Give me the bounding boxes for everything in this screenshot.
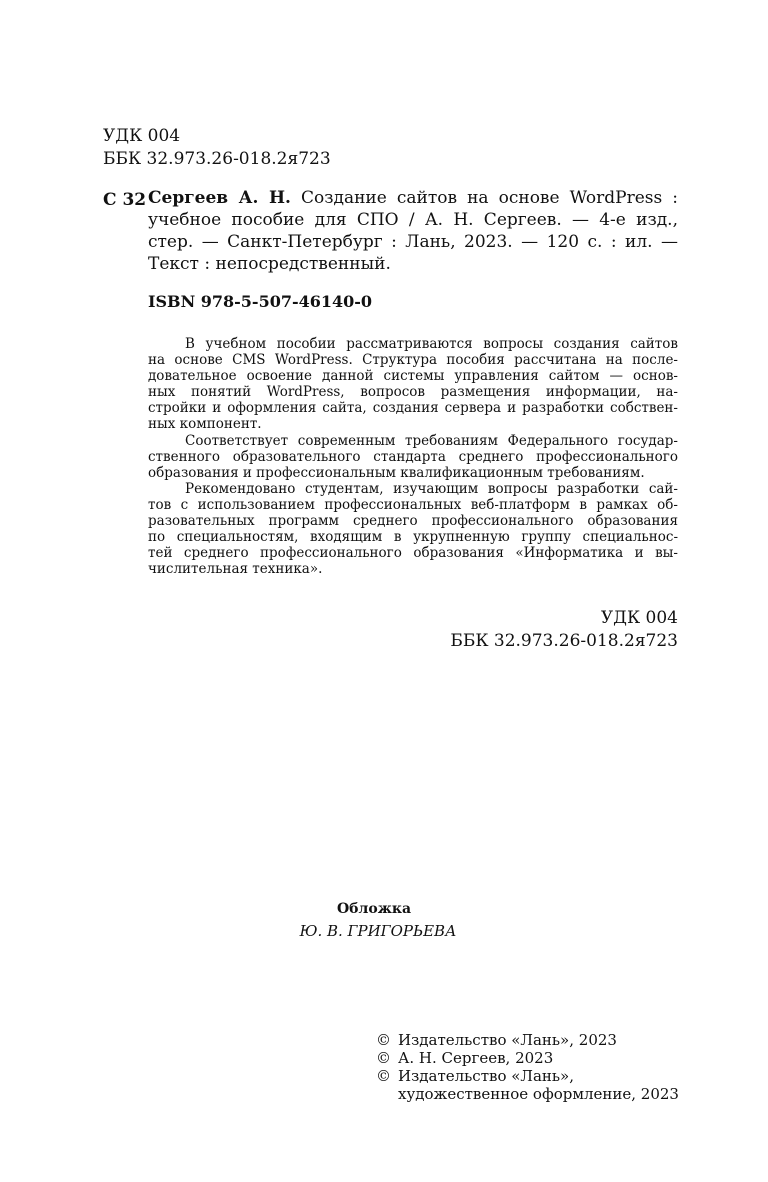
abstract [148,338,678,579]
abstract-line: довательное освоение данной системы управления сайтом — основ- [148,368,678,385]
copyright-text: художественное оформление, 2023 [398,1085,679,1103]
cover-artist: Ю. В. ГРИГОРЬЕВА [299,922,457,940]
biblio-line-3: стер. — Санкт-Петербург : Лань, 2023. — 120 с. : ил. — [148,232,678,252]
biblio-author: Сергеев А. Н. [148,188,291,208]
biblio-line-2: учебное пособие для СПО / А. Н. Сергеев. — 4-е изд., [148,210,678,230]
cover-credit [0,901,768,940]
copyright-row [376,1051,679,1066]
abstract-line: по специальностям, входящим в укрупненную группу специальнос- [148,529,678,546]
biblio-line-1 [148,190,678,207]
bibliographic-record [148,190,678,278]
copyright-icon: © [376,1049,391,1067]
abstract-line: В учебном пособии рассматриваются вопросы создания сайтов [185,336,678,352]
abstract-line: Рекомендовано студентам, изучающим вопросы разработки сай- [185,480,678,497]
copyright-row [376,1033,679,1048]
abstract-line: разовательных программ среднего профессионального образования [148,513,678,530]
isbn: ISBN 978-5-507-46140-0 [148,292,373,311]
abstract-line: стройки и оформления сайта, создания сервера и разработки собствен- [148,400,678,417]
abstract-line: ных компонент. [148,416,262,433]
abstract-line: ных понятий WordPress, вопросов размещения информации, на- [148,384,678,401]
udk-bbk-header [103,128,331,174]
cover-label: Обложка [336,901,412,917]
author-mark: С 32 [103,190,147,210]
udk-bbk-footer [450,610,678,656]
abstract-line: образования и профессиональным квалификационным требованиям. [148,464,645,481]
copyright-row [376,1087,679,1102]
bbk-code-bottom: ББК 32.973.26-018.2я723 [450,631,678,651]
abstract-line: тов с использованием профессиональных веб-платформ в рамках об- [148,496,678,513]
abstract-line: числительная техника». [148,561,323,578]
copyright-row [376,1069,679,1084]
abstract-line: ственного образовательного стандарта среднего профессионального [148,448,678,465]
copyright-text: Издательство «Лань», 2023 [398,1031,617,1049]
abstract-line: тей среднего профессионального образования «Информатика и вы- [148,545,678,562]
udk-code: УДК 004 [103,126,181,146]
biblio-title: Создание сайтов на основе WordPress : [290,188,678,208]
copyright-icon: © [376,1067,391,1085]
copyright-icon: © [376,1031,391,1049]
copyright-text: А. Н. Сергеев, 2023 [398,1049,554,1067]
abstract-line: на основе CMS WordPress. Структура пособия рассчитана на после- [148,352,678,369]
udk-code-bottom: УДК 004 [600,608,678,628]
biblio-line-4: Текст : непосредственный. [148,254,391,274]
copyright-text: Издательство «Лань», [398,1067,575,1085]
bbk-code: ББК 32.973.26-018.2я723 [103,149,331,169]
abstract-line: Соответствует современным требованиям Федерального государ- [185,432,678,449]
copyright-block [376,1033,679,1105]
